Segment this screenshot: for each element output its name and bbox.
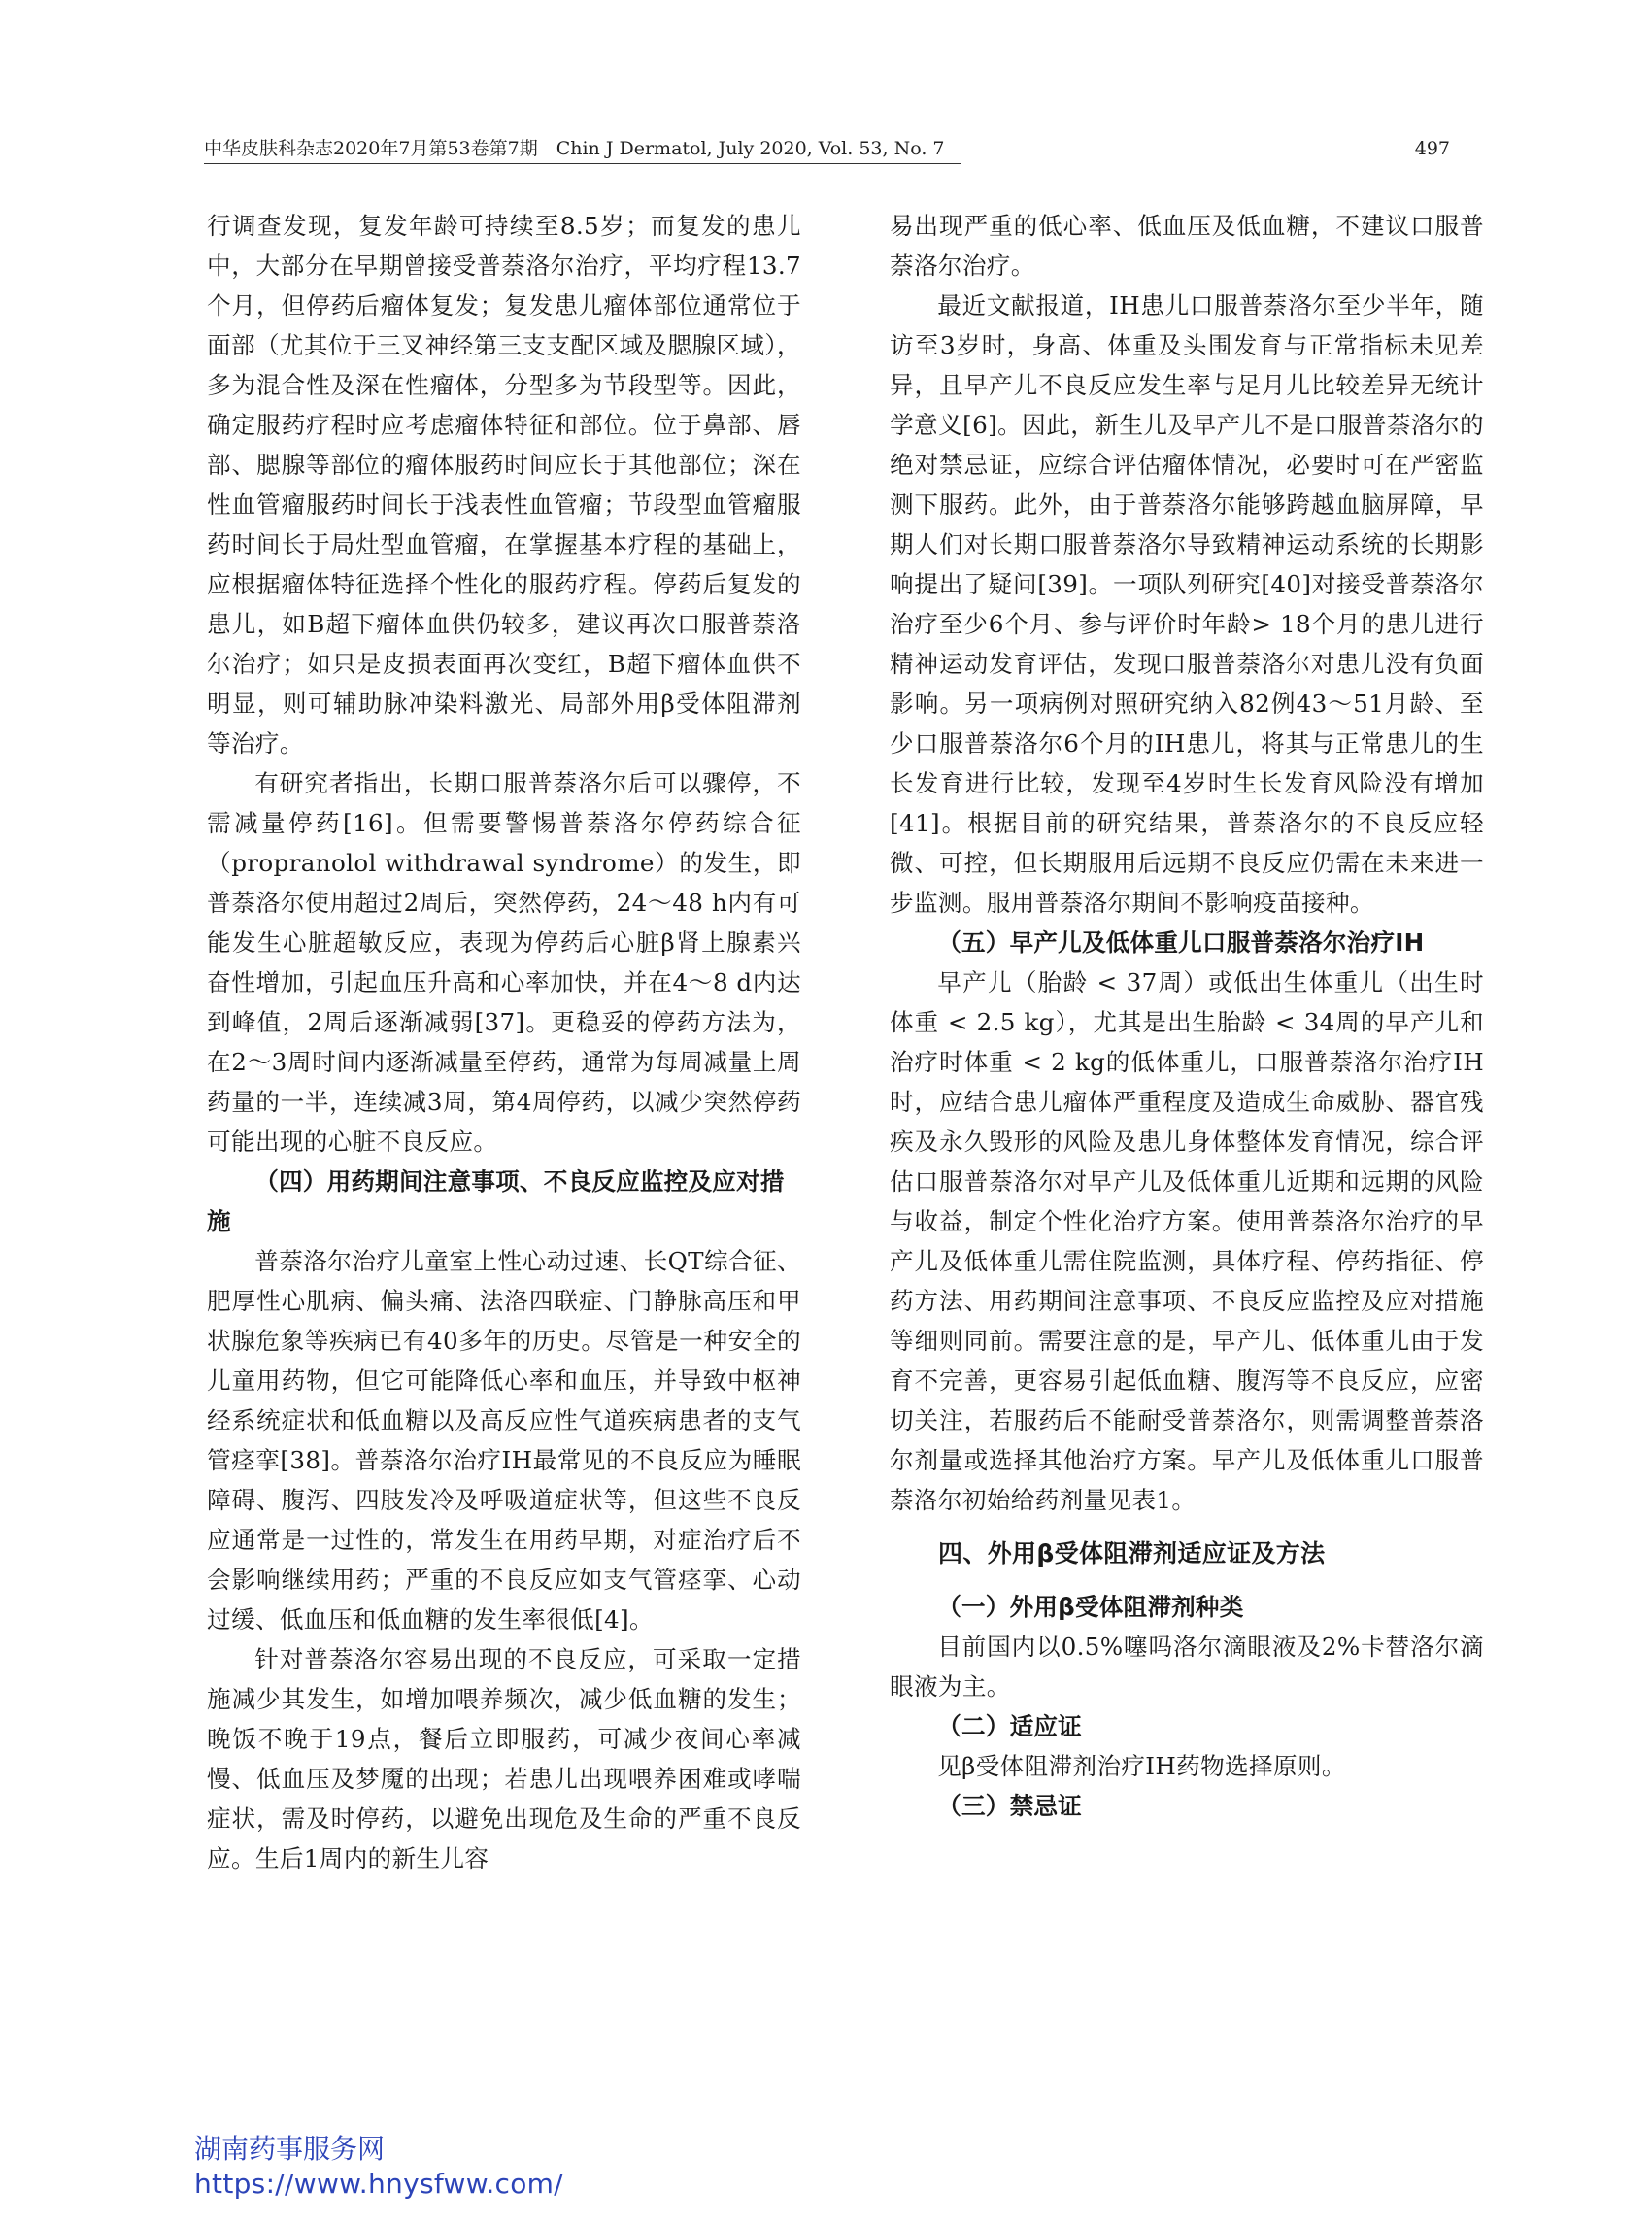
- subheading-types: （一）外用β受体阻滞剂种类: [937, 1593, 1244, 1621]
- heading-part-4: 四、外用β受体阻滞剂适应证及方法: [938, 1539, 1326, 1568]
- watermark-name: 湖南药事服务网: [194, 2133, 386, 2165]
- subheading-indications: （二）适应证: [937, 1712, 1082, 1740]
- header-rule: [204, 163, 961, 164]
- left-paragraph-4: 针对普萘洛尔容易出现的不良反应，可采取一定措施减少其发生，如增加喂养频次，减少低血糖的发生；晚饭不晚于19点，餐后立即服药，可减少夜间心率减慢、低血压及梦魇的出现；若患儿出现喂养困难或哮喘症状，需及时停药，以避免出现危及生命的严重不良反应。生后1周内的新生儿容: [207, 1645, 801, 1872]
- subheading-contraindications: （三）禁忌证: [937, 1792, 1082, 1820]
- left-paragraph-2: 有研究者指出，长期口服普萘洛尔后可以骤停，不需减量停药[16]。但需要警惕普萘洛尔停药综合征（propranolol withdrawal syndrome）的发生，即普萘洛尔使用超过2周后，突然停药，24～48 h内有可能发生心脏超敏反应，表现为停药后心脏β肾上腺素兴奋性增加，引起血压升高和心率加快，并在4～8 d内达到峰值，2周后逐渐减弱[37]。更稳妥的停药方法为，在2～3周时间内逐渐减量至停药，通常为每周减量上周药量的一半，连续减3周，第4周停药，以减少突然停药可能出现的心脏不良反应。: [207, 769, 801, 1156]
- page-number: 497: [1414, 138, 1450, 159]
- right-paragraph-4: 目前国内以0.5%噻吗洛尔滴眼液及2%卡替洛尔滴眼液为主。: [890, 1633, 1484, 1701]
- right-paragraph-5: 见β受体阻滞剂治疗IH药物选择原则。: [937, 1752, 1346, 1780]
- left-column: [207, 206, 801, 1878]
- right-paragraph-2: 最近文献报道，IH患儿口服普萘洛尔至少半年，随访至3岁时，身高、体重及头围发育与正常指标未见差异，且早产儿不良反应发生率与足月儿比较差异无统计学意义[6]。因此，新生儿及早产儿不是口服普萘洛尔的绝对禁忌证，应综合评估瘤体情况，必要时可在严密监测下服药。此外，由于普萘洛尔能够跨越血脑屏障，早期人们对长期口服普萘洛尔导致精神运动系统的长期影响提出了疑问[39]。一项队列研究[40]对接受普萘洛尔治疗至少6个月、参与评价时年龄> 18个月的患儿进行精神运动发育评估，发现口服普萘洛尔对患儿没有负面影响。另一项病例对照研究纳入82例43～51月龄、至少口服普萘洛尔6个月的IH患儿，将其与正常患儿的生长发育进行比较，发现至4岁时生长发育风险没有增加[41]。根据目前的研究结果，普萘洛尔的不良反应轻微、可控，但长期服用后远期不良反应仍需在未来进一步监测。服用普萘洛尔期间不影响疫苗接种。: [890, 291, 1484, 917]
- site-watermark: [194, 2132, 563, 2202]
- left-paragraph-1: 行调查发现，复发年龄可持续至8.5岁；而复发的患儿中，大部分在早期曾接受普萘洛尔治疗，平均疗程13.7个月，但停药后瘤体复发；复发患儿瘤体部位通常位于面部（尤其位于三叉神经第三支支配区域及腮腺区域），多为混合性及深在性瘤体，分型多为节段型等。因此，确定服药疗程时应考虑瘤体特征和部位。位于鼻部、唇部、腮腺等部位的瘤体服药时间应长于其他部位；深在性血管瘤服药时间长于浅表性血管瘤；节段型血管瘤服药时间长于局灶型血管瘤，在掌握基本疗程的基础上，应根据瘤体特征选择个性化的服药疗程。停药后复发的患儿，如B超下瘤体血供仍较多，建议再次口服普萘洛尔治疗；如只是皮损表面再次变红，B超下瘤体血供不明显，则可辅助脉冲染料激光、局部外用β受体阻滞剂等治疗。: [207, 212, 801, 758]
- heading-section-5: （五）早产儿及低体重儿口服普萘洛尔治疗IH: [937, 928, 1425, 957]
- right-paragraph-3: 早产儿（胎龄 < 37周）或低出生体重儿（出生时体重 < 2.5 kg），尤其是出生胎龄 < 34周的早产儿和治疗时体重 < 2 kg的低体重儿，口服普萘洛尔治疗IH时，应结合患儿瘤体严重程度及造成生命威胁、器官残疾及永久毁形的风险及患儿身体整体发育情况，综合评估口服普萘洛尔对早产儿及低体重儿近期和远期的风险与收益，制定个性化治疗方案。使用普萘洛尔治疗的早产儿及低体重儿需住院监测，具体疗程、停药指征、停药方法、用药期间注意事项、不良反应监控及应对措施等细则同前。需要注意的是，早产儿、低体重儿由于发育不完善，更容易引起低血糖、腹泻等不良反应，应密切关注，若服药后不能耐受普萘洛尔，则需调整普萘洛尔剂量或选择其他治疗方案。早产儿及低体重儿口服普萘洛尔初始给药剂量见表1。: [890, 968, 1484, 1514]
- journal-citation: 中华皮肤科杂志2020年7月第53卷第7期 Chin J Dermatol, July 2020, Vol. 53, No. 7: [204, 138, 945, 159]
- right-paragraph-1: 易出现严重的低心率、低血压及低血糖，不建议口服普萘洛尔治疗。: [890, 212, 1484, 280]
- heading-section-4: （四）用药期间注意事项、不良反应监控及应对措施: [207, 1167, 785, 1235]
- watermark-url[interactable]: https://www.hnysfww.com/: [194, 2168, 563, 2200]
- running-header: [204, 130, 1450, 167]
- right-column: [890, 206, 1484, 1826]
- left-paragraph-3: 普萘洛尔治疗儿童室上性心动过速、长QT综合征、肥厚性心肌病、偏头痛、法洛四联症、门静脉高压和甲状腺危象等疾病已有40多年的历史。尽管是一种安全的儿童用药物，但它可能降低心率和血压，并导致中枢神经系统症状和低血糖以及高反应性气道疾病患者的支气管痉挛[38]。普萘洛尔治疗IH最常见的不良反应为睡眠障碍、腹泻、四肢发冷及呼吸道症状等，但这些不良反应通常是一过性的，常发生在用药早期，对症治疗后不会影响继续用药；严重的不良反应如支气管痉挛、心动过缓、低血压和低血糖的发生率很低[4]。: [207, 1247, 801, 1634]
